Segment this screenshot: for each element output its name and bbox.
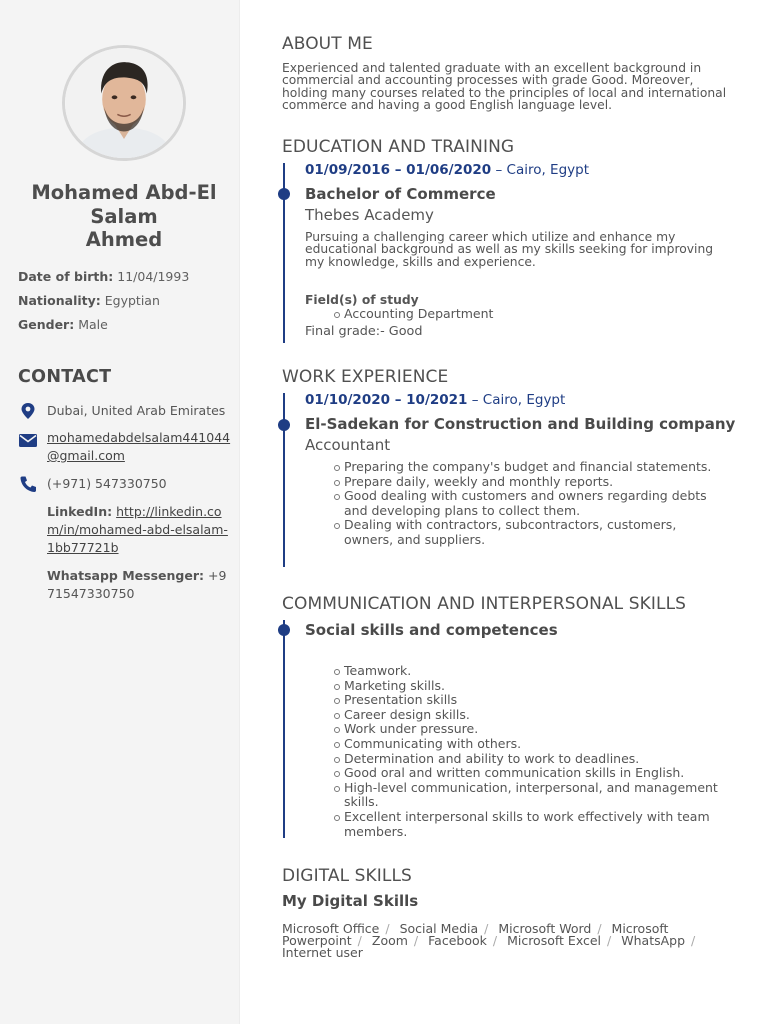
contact-address: Dubai, United Arab Emirates — [47, 403, 226, 418]
skill-separator: / — [413, 933, 419, 949]
name-line-1: Mohamed Abd-El — [31, 181, 217, 204]
list-item: Marketing skills. — [344, 679, 729, 694]
list-item: Dealing with contractors, subcontractors, customers, owners, and suppliers. — [344, 518, 729, 547]
list-item: Presentation skills — [344, 693, 729, 708]
communication-title: Social skills and competences — [305, 621, 558, 639]
nationality-label: Nationality: — [18, 293, 101, 308]
digital-skill: Zoom — [371, 933, 408, 949]
digital-skills-list — [282, 923, 722, 959]
communication-timeline-dot — [278, 624, 290, 636]
linkedin-label: LinkedIn: — [47, 504, 113, 519]
field-of-study-label: Field(s) of study — [305, 293, 419, 307]
education-timeline-dot — [278, 188, 290, 200]
list-item: Prepare daily, weekly and monthly reports. — [344, 475, 729, 490]
gender — [18, 317, 232, 332]
whatsapp-value: +971547330750 — [47, 568, 227, 601]
phone-icon — [18, 475, 38, 493]
contact-whatsapp — [47, 567, 233, 603]
list-item: Accounting Department — [344, 307, 729, 322]
list-item: Excellent interpersonal skills to work effectively with team members. — [344, 810, 729, 839]
list-item: Work under pressure. — [344, 722, 729, 737]
work-location: Cairo, Egypt — [482, 392, 566, 408]
work-timeline-dot — [278, 419, 290, 431]
digital-skill: Internet user — [282, 945, 363, 961]
list-item: Preparing the company's budget and financial statements. — [344, 460, 729, 475]
education-heading: EDUCATION AND TRAINING — [282, 137, 515, 157]
education-dash: – — [495, 162, 503, 178]
name-line-3: Ahmed — [85, 228, 163, 251]
digital-title: My Digital Skills — [282, 892, 419, 910]
skill-separator: / — [385, 921, 390, 936]
sidebar — [0, 0, 240, 1024]
list-item: Career design skills. — [344, 708, 729, 723]
digital-skill: Microsoft Office — [282, 921, 380, 936]
gender-label: Gender: — [18, 317, 75, 332]
digital-heading: DIGITAL SKILLS — [282, 866, 412, 886]
about-text: Experienced and talented graduate with an excellent background in commercial and accounting processes with grade Good. Moreover, holding many courses related to the principles of local and international commerce and having a good English language level. — [282, 61, 727, 112]
communication-heading: COMMUNICATION AND INTERPERSONAL SKILLS — [282, 594, 687, 614]
skill-separator: / — [597, 921, 602, 936]
skill-separator: / — [357, 933, 362, 949]
digital-skill: Social Media — [399, 921, 479, 936]
list-item: Good oral and written communication skills in English. — [344, 766, 729, 781]
gender-value: Male — [78, 317, 108, 332]
envelope-icon — [18, 431, 38, 449]
list-item: Teamwork. — [344, 664, 729, 679]
education-location: Cairo, Egypt — [506, 162, 590, 178]
work-heading: WORK EXPERIENCE — [282, 367, 449, 387]
whatsapp-label: Whatsapp Messenger: — [47, 568, 204, 583]
contact-phone: (+971) 547330750 — [47, 476, 167, 491]
about-heading: ABOUT ME — [282, 34, 373, 54]
skill-separator: / — [492, 933, 498, 949]
education-dates — [305, 162, 589, 178]
digital-skill: Microsoft Powerpoint — [282, 921, 669, 949]
list-item: High-level communication, interpersonal, and management skills. — [344, 781, 729, 810]
communication-timeline — [283, 620, 285, 838]
education-description: Pursuing a challenging career which utilize and enhance my educational background as well as my skills seeking for improving my knowledge, skills and experience. — [305, 230, 714, 269]
list-item: Determination and ability to work to deadlines. — [344, 752, 729, 767]
nationality-value: Egyptian — [104, 293, 160, 308]
work-dates-value: 01/10/2020 – 10/2021 — [305, 392, 468, 408]
name-line-2: Salam — [90, 204, 158, 228]
contact-linkedin — [47, 503, 233, 557]
contact-email[interactable] — [47, 429, 233, 465]
profile-photo — [62, 45, 186, 161]
work-dash: – — [471, 392, 479, 408]
person-name — [10, 181, 238, 252]
list-item: Good dealing with customers and owners regarding debts and developing plans to collect them. — [344, 489, 729, 518]
dob-value: 11/04/1993 — [117, 269, 190, 284]
final-grade: Final grade:- Good — [305, 324, 423, 339]
education-institution: Thebes Academy — [305, 206, 434, 224]
dob-label: Date of birth: — [18, 269, 114, 284]
skill-separator: / — [607, 933, 612, 949]
email-line-2[interactable]: @gmail.com — [47, 448, 125, 463]
skill-separator: / — [691, 933, 696, 949]
education-dates-value: 01/09/2016 – 01/06/2020 — [305, 162, 492, 178]
list-item: Communicating with others. — [344, 737, 729, 752]
digital-skill: Microsoft Word — [498, 921, 592, 936]
nationality — [18, 293, 232, 308]
skill-separator: / — [484, 921, 489, 936]
date-of-birth — [18, 269, 232, 284]
field-of-study-list — [344, 307, 729, 322]
education-degree: Bachelor of Commerce — [305, 185, 496, 203]
profile-photo-image — [65, 48, 183, 158]
digital-skill: Microsoft Excel — [507, 933, 602, 949]
location-pin-icon — [18, 402, 38, 420]
work-duties-list — [344, 460, 729, 548]
email-line-1[interactable]: mohamedabdelsalam441044 — [47, 430, 231, 445]
contact-heading: CONTACT — [18, 367, 112, 387]
work-dates — [305, 392, 565, 408]
work-company: El-Sadekan for Construction and Building company — [305, 415, 736, 433]
linkedin-link[interactable]: http://linkedin.com/in/mohamed-abd-elsalam-1bb77721b — [47, 504, 228, 555]
work-role: Accountant — [305, 436, 391, 454]
communication-skills-list — [344, 664, 729, 839]
digital-skill: WhatsApp — [621, 933, 686, 949]
digital-skill: Facebook — [428, 933, 487, 949]
